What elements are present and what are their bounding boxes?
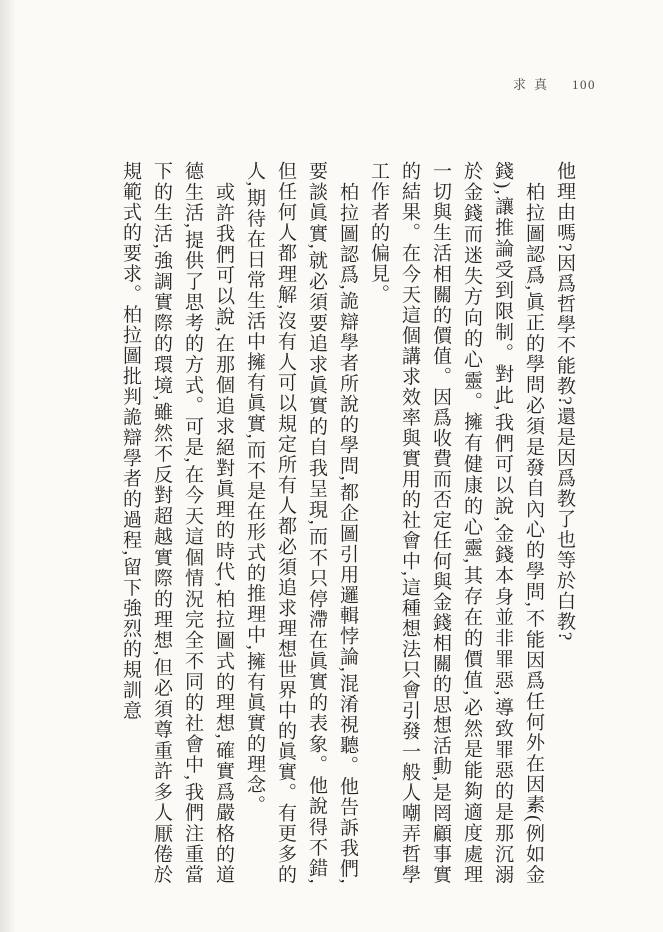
paragraph: 柏拉圖認爲,詭辯學者所說的學問,都企圖引用邏輯悖論,混淆視聽。他告訴我們,要談眞實,就必須要追求眞實的自我呈現,而不只停滯在眞實的表象。他說得不錯,但任何人都理解,沒有人可以規定所有人都必須追求理想世界中的眞實。有更多的人,期待在日常生活中擁有眞實,而不是在形式的推理中,擁有眞實的理念。 — [244, 161, 358, 885]
book-title: 求真 — [513, 77, 556, 92]
running-head — [513, 74, 596, 93]
page-gutter-shadow — [0, 0, 16, 932]
paragraph: 柏拉圖認爲,眞正的學問必須是發自內心的學問,不能因爲任何外在因素(例如金錢),讓推論受到限制。對此,我們可以說,金錢本身並非罪惡,導致罪惡的是那沉溺於金錢而迷失方向的心靈。擁有健康的心靈,其存在的價值,必然是能夠適度處理一切與生活相關的價值。因爲收費而否定任何與金錢相關的思想活動,是罔顧事實的結果。在今天這個講求效率與實用的社會中,這種想法只會引發一般人嘲弄哲學工作者的偏見。 — [368, 161, 544, 885]
paragraph: 或許我們可以說,在那個追求絕對眞理的時代,柏拉圖式的理想,確實爲嚴格的道德生活,提供了思考的方式。可是,在今天這個情況完全不同的社會中,我們注重當下的生活,強調實際的環境,雖然不反對超越實際的理想,但必須尊重許多人厭倦於規範式的要求。柏拉圖批判詭辯學者的過程,留下強烈的規訓意 — [120, 161, 234, 885]
paragraph-continuation: 他理由嗎?因爲哲學不能教?還是因爲教了也等於白教? — [554, 161, 575, 642]
vertical-text-body — [78, 161, 580, 885]
page-number: 100 — [572, 77, 597, 92]
